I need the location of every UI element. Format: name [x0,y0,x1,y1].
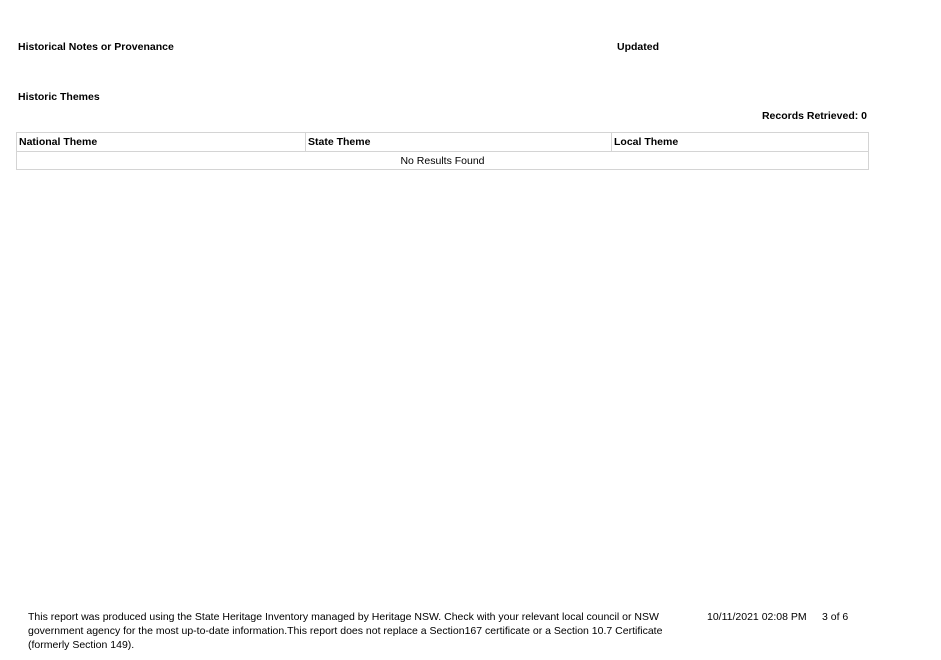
records-retrieved-count: Records Retrieved: 0 [761,110,867,122]
table-row [17,152,869,170]
historic-themes-heading: Historic Themes [18,91,100,103]
column-header-local-theme: Local Theme [612,133,869,152]
footer-disclaimer: This report was produced using the State Heritage Inventory managed by Heritage NSW. Check with your relevant local council or NSW government agency for the most up-to-date information.This report does not replace a Section167 certificate or a Section 10.7 Certificate (formerly Section 149). [28,611,663,651]
historic-themes-table [16,132,869,170]
table-header-row [17,133,869,152]
column-header-state-theme: State Theme [306,133,612,152]
updated-label: Updated [617,41,659,53]
column-header-national-theme: National Theme [17,133,306,152]
footer-page-number: 3 of 6 [822,611,849,623]
no-results-message: No Results Found [17,152,869,170]
footer-timestamp: 10/11/2021 02:08 PM [707,611,807,623]
historical-notes-heading: Historical Notes or Provenance [18,41,174,53]
